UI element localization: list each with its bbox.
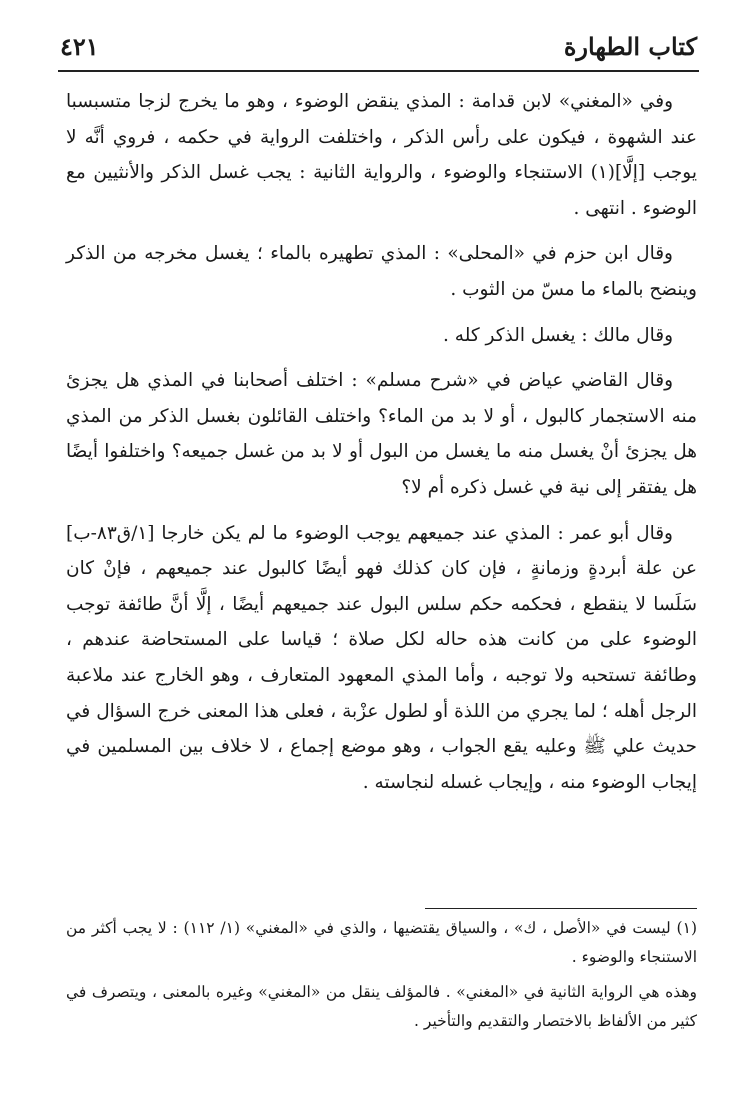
page-header: [60, 30, 697, 66]
footnote-1: (١) ليست في «الأصل ، ك» ، والسياق يقتضيها ، والذي في «المغني» (١/ ١١٢) : لا يجب أكثر من الاستنجاء والوضوء .: [66, 919, 697, 966]
main-text: [66, 84, 697, 810]
paragraph-mughni: وفي «المغني» لابن قدامة : المذي ينقض الوضوء ، وهو ما يخرج لزجا متسبسبا عند الشهوة ، فيكون على رأس الذكر ، واختلفت الرواية في حكمه ، فروي أنَّه لا يوجب [إلَّا](١) الاستنجاء والوضوء ، والرواية الثانية : يجب غسل الذكر والأنثيين مع الوضوء . انتهى .: [66, 91, 697, 219]
paragraph-malik: وقال مالك : يغسل الذكر كله .: [443, 324, 673, 346]
paragraph-ibn-hazm: وقال ابن حزم في «المحلى» : المذي تطهيره بالماء ؛ يغسل مخرجه من الذكر وينضح بالماء ما مسّ من الثوب .: [66, 243, 697, 300]
paragraph-qadi-iyad: وقال القاضي عياض في «شرح مسلم» : اختلف أصحابنا في المذي هل يجزئ منه الاستجمار كالبول ، أو لا بد من الماء؟ واختلف القائلون بغسل الذكر من المذي هل يجزئ أنْ يغسل منه ما يغسل من البول أو لا بد من غسل جميعه؟ واختلفوا أيضًا هل يفتقر إلى نية في غسل ذكره أم لا؟: [66, 370, 697, 498]
header-divider: [58, 70, 699, 72]
running-title: كتاب الطهارة: [563, 32, 697, 61]
page-number: ٤٢١: [60, 32, 99, 61]
footnote-1-continued: وهذه هي الرواية الثانية في «المغني» . فالمؤلف ينقل من «المغني» وغيره بالمعنى ، ويتصرف في كثير من الألفاظ بالاختصار والتقديم والتأخير .: [66, 983, 697, 1030]
footnote-divider: [425, 908, 697, 909]
paragraph-abu-umar: وقال أبو عمر : المذي عند جميعهم يوجب الوضوء ما لم يكن خارجا [١/ق٨٣-ب] عن علة أبردةٍ وزمانةٍ ، فإن كان كذلك فهو أيضًا كالبول عند جميعهم ، فإنْ كان سَلَسا لا ينقطع ، فحكمه حكم سلس البول عند جميعهم أيضًا ، إلَّا أنَّ طائفة توجب الوضوء على من كانت هذه حاله لكل صلاة ؛ قياسا على المستحاضة عندهم ، وطائفة تستحبه ولا توجبه ، وأما المذي المعهود المتعارف ، وهو الخارج عند ملاعبة الرجل أهله ؛ لما يجري من اللذة أو لطول عزْبة ، فعلى هذا المعنى خرج السؤال في حديث علي ﷺ وعليه يقع الجواب ، وهو موضع إجماع ، لا خلاف بين المسلمين في إيجاب الوضوء منه ، وإيجاب غسله لنجاسته .: [66, 522, 697, 793]
footnotes: [66, 914, 697, 1042]
